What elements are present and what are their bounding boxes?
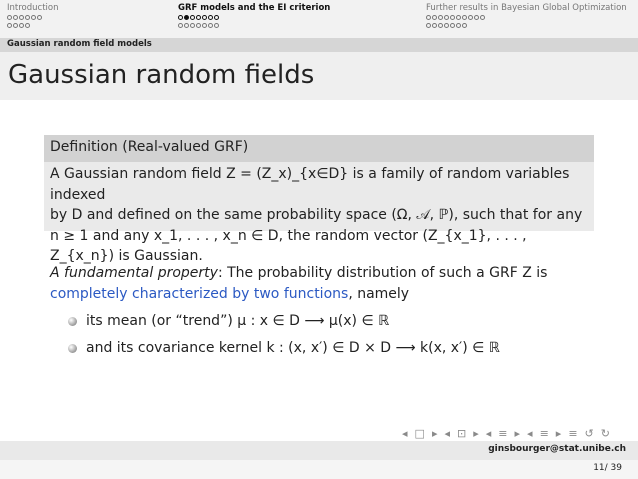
bullet-text-mean: its mean (or “trend”) μ : x ∈ D ⟶ μ(x) ∈ ℝ (86, 313, 390, 329)
footer-author-email: ginsbourger@stat.unibe.ch (488, 444, 626, 454)
nav-dot[interactable] (438, 23, 443, 28)
definition-block-header (44, 135, 594, 162)
property-paragraph (50, 263, 610, 305)
bullet-text-covariance: and its covariance kernel k : (x, x′) ∈ D × D ⟶ k(x, x′) ∈ ℝ (86, 340, 500, 356)
nav-dot[interactable] (444, 23, 449, 28)
next-frame-icon[interactable]: ▸ (473, 427, 479, 440)
nav-dot[interactable] (208, 23, 213, 28)
subsection-title: Gaussian random field models (7, 39, 152, 49)
nav-dot[interactable] (31, 15, 36, 20)
bullet-ball-icon (68, 317, 77, 326)
nav-dot[interactable] (450, 15, 455, 20)
nav-section-introduction[interactable]: Introduction (7, 3, 59, 13)
nav-dots-grf-row2[interactable] (178, 23, 219, 28)
nav-dot[interactable] (19, 15, 24, 20)
footer-page-bar (0, 460, 638, 479)
nav-dot[interactable] (13, 23, 18, 28)
nav-dot[interactable] (178, 23, 183, 28)
nav-dot-current[interactable] (184, 15, 189, 20)
nav-section-further-results[interactable]: Further results in Bayesian Global Optimization (426, 3, 627, 13)
frame-title: Gaussian random fields (8, 60, 315, 90)
nav-dot[interactable] (214, 15, 219, 20)
nav-dot[interactable] (202, 15, 207, 20)
undo-icon[interactable]: ↺ (584, 427, 594, 440)
nav-dot[interactable] (468, 15, 473, 20)
nav-dot[interactable] (13, 15, 18, 20)
frame-title-bar (0, 52, 638, 100)
bullet-ball-icon (68, 344, 77, 353)
nav-dot[interactable] (202, 23, 207, 28)
nav-dot[interactable] (432, 23, 437, 28)
nav-dot[interactable] (184, 23, 189, 28)
frame-icon[interactable]: ⊡ (457, 427, 467, 440)
nav-dot[interactable] (450, 23, 455, 28)
prev-subsection-icon[interactable]: ◂ (485, 427, 492, 440)
property-highlight: completely characterized by two functions (50, 286, 349, 302)
nav-dot[interactable] (456, 15, 461, 20)
nav-dot[interactable] (190, 15, 195, 20)
nav-dots-introduction-row1[interactable] (7, 15, 42, 20)
subsection-icon[interactable]: ≡ (498, 427, 508, 440)
nav-dot[interactable] (7, 15, 12, 20)
nav-dot[interactable] (196, 23, 201, 28)
next-section-icon[interactable]: ▸ (555, 427, 562, 440)
nav-dot[interactable] (462, 15, 467, 20)
footer-bar (0, 441, 638, 460)
nav-dot[interactable] (7, 23, 12, 28)
nav-dot[interactable] (426, 15, 431, 20)
nav-dots-further-row1[interactable] (426, 15, 485, 20)
nav-dots-further-row2[interactable] (426, 23, 467, 28)
nav-dot[interactable] (208, 15, 213, 20)
definition-block (44, 135, 594, 264)
nav-dot[interactable] (25, 15, 30, 20)
definition-line-1: A Gaussian random field Z = (Z_x)_{x∈D} is a family of random variables indexed (50, 166, 570, 203)
nav-dot[interactable] (178, 15, 183, 20)
nav-dot[interactable] (214, 23, 219, 28)
section-icon[interactable]: ≡ (539, 427, 549, 440)
definition-body (50, 164, 590, 267)
bullet-item-mean (68, 313, 389, 329)
property-text-1: : The probability distribution of such a GRF Z is (217, 265, 548, 281)
property-intro: A fundamental property (50, 265, 218, 281)
document-icon[interactable]: ≡ (568, 427, 578, 440)
prev-section-icon[interactable]: ◂ (527, 427, 533, 440)
nav-dot[interactable] (480, 15, 485, 20)
nav-dot[interactable] (438, 15, 443, 20)
nav-dot[interactable] (456, 23, 461, 28)
nav-dot[interactable] (37, 15, 42, 20)
nav-dot[interactable] (19, 23, 24, 28)
subsection-bar (0, 38, 638, 52)
property-text-2: , namely (348, 286, 410, 302)
next-slide-icon[interactable]: ▸ (431, 427, 438, 440)
nav-dots-introduction-row2[interactable] (7, 23, 30, 28)
nav-dot[interactable] (474, 15, 479, 20)
prev-slide-icon[interactable]: ◂ (402, 427, 408, 440)
bullet-item-covariance (68, 340, 500, 356)
nav-dot[interactable] (190, 23, 195, 28)
nav-dot[interactable] (462, 23, 467, 28)
nav-dot[interactable] (432, 15, 437, 20)
definition-line-2: by D and defined on the same probability space (Ω, 𝒜, ℙ), such that for any (50, 207, 583, 223)
redo-icon[interactable]: ↻ (600, 427, 610, 440)
nav-dot[interactable] (444, 15, 449, 20)
nav-dot[interactable] (25, 23, 30, 28)
next-subsection-icon[interactable]: ▸ (514, 427, 521, 440)
prev-frame-icon[interactable]: ◂ (444, 427, 450, 440)
nav-dot[interactable] (196, 15, 201, 20)
definition-title: Definition (Real-valued GRF) (50, 139, 249, 155)
nav-dots-grf-row1[interactable] (178, 15, 219, 20)
section-navigation (0, 0, 638, 38)
beamer-navigation-symbols (402, 427, 610, 440)
definition-line-3: n ≥ 1 and any x_1, . . . , x_n ∈ D, the random vector (Z_{x_1}, . . . , Z_{x_n}) is Gaussian. (50, 227, 527, 264)
nav-dot[interactable] (426, 23, 431, 28)
slide-icon[interactable]: □ (414, 427, 425, 440)
nav-section-grf-models[interactable]: GRF models and the EI criterion (178, 3, 331, 13)
page-number: 11/ 39 (593, 463, 622, 473)
